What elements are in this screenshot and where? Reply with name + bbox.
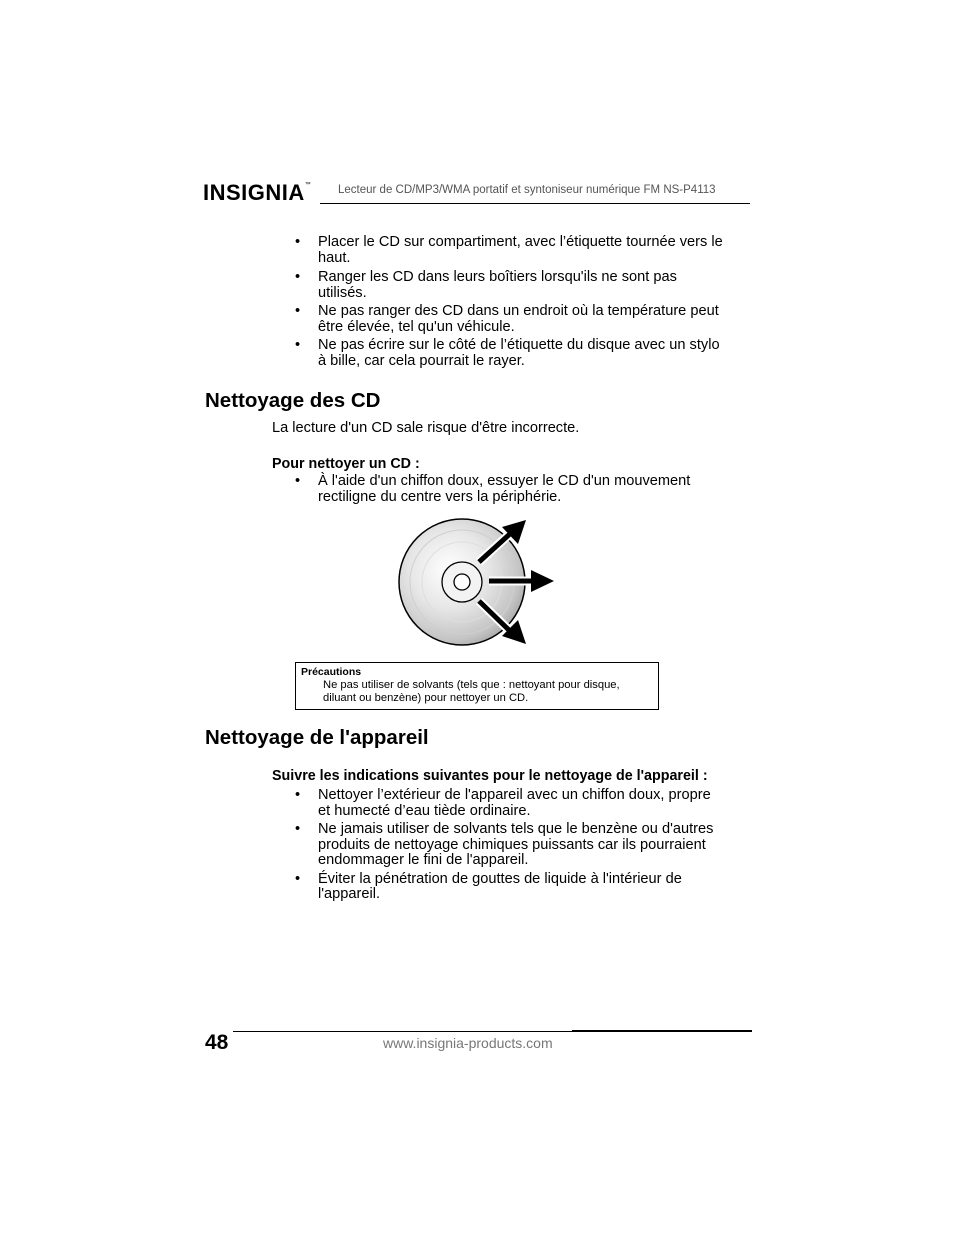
footer-divider-thick [572,1030,752,1032]
bullet: • [295,787,301,803]
list-item-line: et humecté d’eau tiède ordinaire. [318,802,531,819]
list-item [295,822,755,869]
page-number: 48 [205,1031,229,1054]
list-item-line: haut. [318,249,351,266]
section-heading-device: Nettoyage de l'appareil [205,726,429,749]
bullet: • [295,269,301,285]
list-item-line: Placer le CD sur compartiment, avec l’étiquette tournée vers le [318,234,723,250]
cd-procedure-label: Pour nettoyer un CD : [272,456,420,472]
caution-line: diluant ou benzène) pour nettoyer un CD. [323,692,529,704]
list-item-line: Éviter la pénétration de gouttes de liquide à l'intérieur de [318,870,682,887]
bullet: • [295,870,301,887]
cd-intro-text: La lecture d'un CD sale risque d'être incorrecte. [272,420,580,436]
caution-box [295,662,659,710]
cd-bullet-list [295,474,755,505]
section-heading-cd: Nettoyage des CD [205,389,381,412]
device-bullet-list [295,788,755,903]
bullet: • [295,337,301,353]
list-item [295,235,755,266]
caution-title: Précautions [301,666,362,678]
header-title: Lecteur de CD/MP3/WMA portatif et syntoniseur numérique FM NS-P4113 [338,184,716,196]
bullet: • [295,821,301,837]
caution-line: Ne pas utiliser de solvants (tels que : nettoyant pour disque, [323,679,620,691]
bullet: • [295,234,301,250]
list-item-line: Ne jamais utiliser de solvants tels que le benzène ou d'autres [318,821,714,837]
device-procedure-label: Suivre les indications suivantes pour le nettoyage de l'appareil : [272,768,708,784]
footer-divider [233,1031,572,1032]
list-item [295,788,755,819]
list-item [295,304,755,335]
list-item-line: Ne pas ranger des CD dans un endroit où la température peut [318,303,719,319]
bullet: • [295,473,301,489]
insignia-logo [203,180,311,206]
list-item [295,474,755,505]
footer-url: www.insignia-products.com [383,1035,553,1051]
list-item-line: à bille, car cela pourrait le rayer. [318,352,525,369]
logo-text: INSIGNIA [203,180,305,205]
header-divider [320,203,750,204]
list-item [295,872,755,903]
list-item-line: produits de nettoyage chimiques puissants car ils pourraient [318,836,706,853]
list-item-line: être élevée, tel qu'un véhicule. [318,318,515,335]
list-item [295,270,755,301]
caution-text [323,679,620,705]
intro-bullet-list [295,235,755,369]
list-item-line: utilisés. [318,284,367,301]
list-item-line: Nettoyer l’extérieur de l'appareil avec un chiffon doux, propre [318,787,711,803]
list-item-line: Ranger les CD dans leurs boîtiers lorsqu'ils ne sont pas [318,269,677,285]
list-item-line: rectiligne du centre vers la périphérie. [318,488,562,505]
list-item [295,338,755,369]
list-item-line: Ne pas écrire sur le côté de l’étiquette du disque avec un stylo [318,337,720,353]
list-item-line: À l'aide d'un chiffon doux, essuyer le CD d'un mouvement [318,473,691,489]
bullet: • [295,303,301,319]
cd-cleaning-illustration [390,512,560,652]
list-item-line: endommager le fini de l'appareil. [318,852,529,868]
logo-trademark: ™ [304,182,312,188]
list-item-line: l'appareil. [318,886,381,902]
